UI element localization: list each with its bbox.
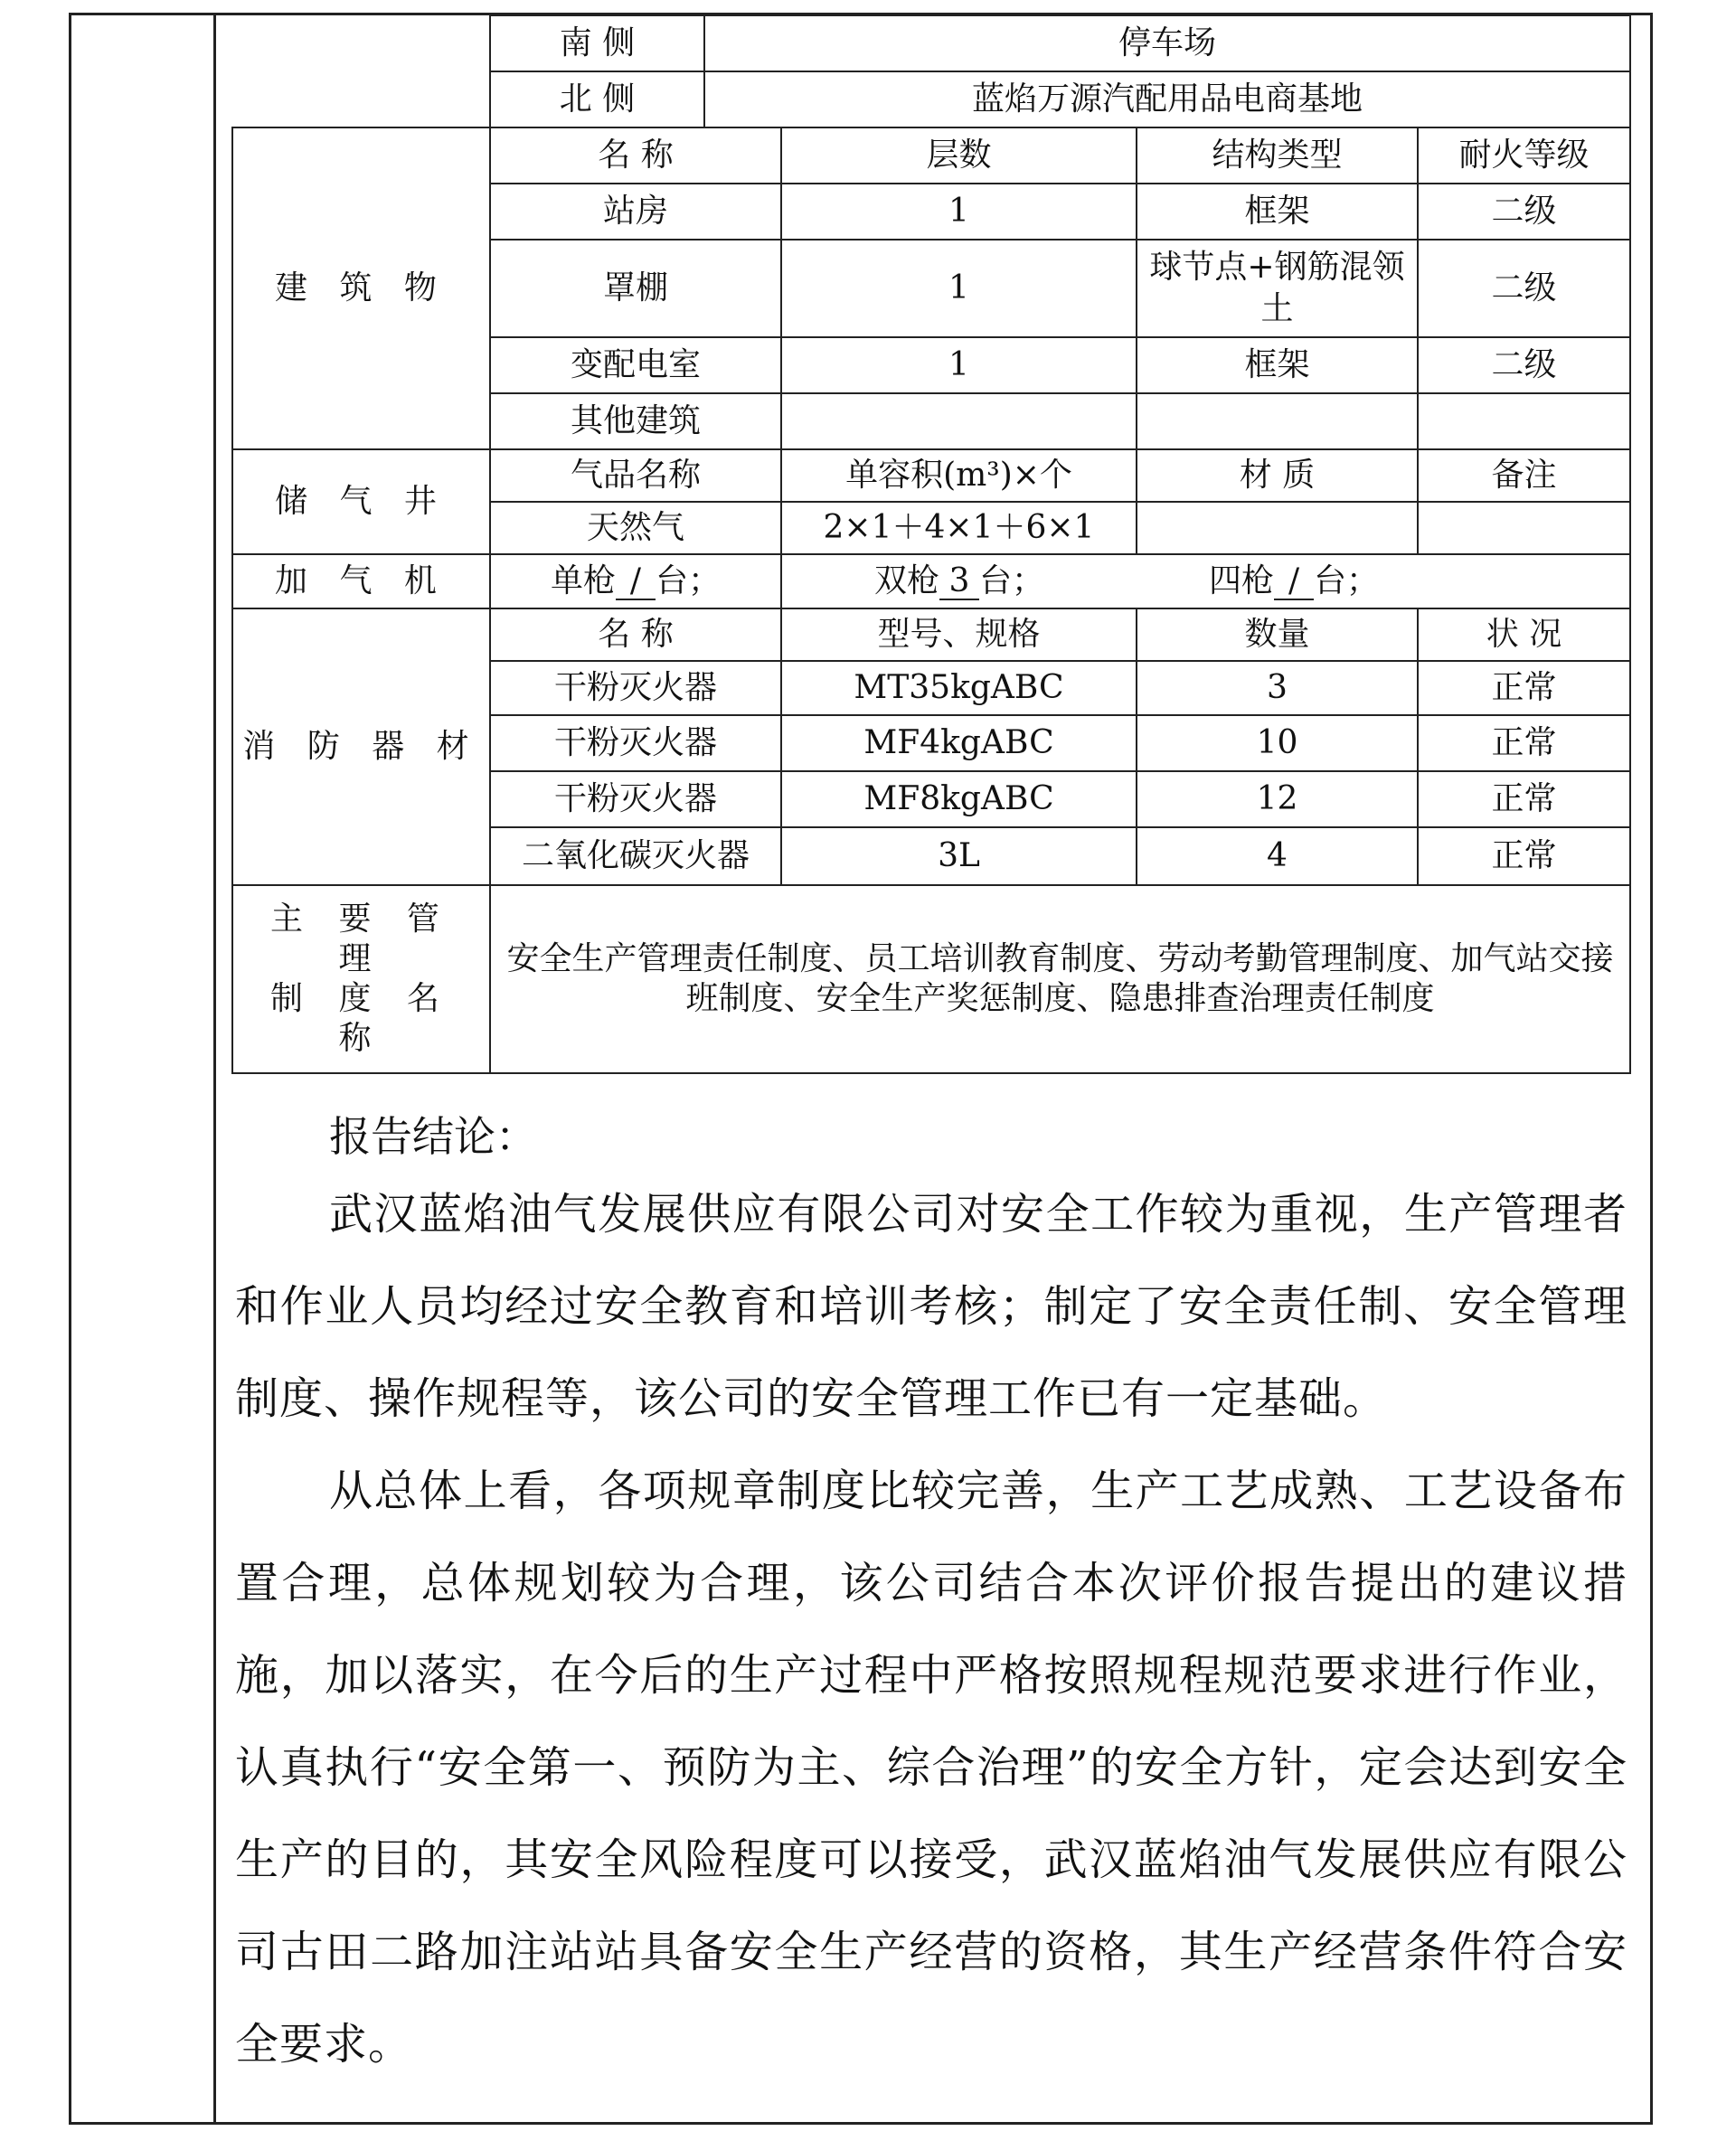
building-floors: 1 bbox=[781, 240, 1137, 337]
col-header: 材 质 bbox=[1137, 449, 1418, 502]
dispenser-single-label: 单枪 bbox=[550, 562, 616, 599]
fire-item-model: MF8kgABC bbox=[781, 771, 1137, 827]
management-row bbox=[232, 885, 1630, 1073]
col-header: 备注 bbox=[1418, 449, 1630, 502]
col-header: 型号、规格 bbox=[781, 608, 1137, 661]
col-header: 层数 bbox=[781, 127, 1137, 184]
building-name: 罩棚 bbox=[490, 240, 781, 337]
dispenser-single-count: / bbox=[616, 564, 656, 600]
management-section-label bbox=[232, 885, 490, 1073]
building-fire-rating: 二级 bbox=[1418, 337, 1630, 393]
fire-item-name: 干粉灭火器 bbox=[490, 715, 781, 771]
building-name: 其他建筑 bbox=[490, 393, 781, 449]
fire-item-model: MT35kgABC bbox=[781, 661, 1137, 715]
dispenser-section-label: 加 气 机 bbox=[232, 554, 490, 608]
side-label: 北 侧 bbox=[490, 71, 704, 127]
conclusion-paragraph-1: 武汉蓝焰油气发展供应有限公司对安全工作较为重视，生产管理者和作业人员均经过安全教育和培训考核；制定了安全责任制、安全管理制度、操作规程等，该公司的安全管理工作已有一定基础。 bbox=[235, 1189, 1628, 1424]
dispenser-double-label: 双枪 bbox=[873, 562, 939, 599]
dispenser-double-unit: 台； bbox=[979, 562, 1045, 599]
dispenser-quad-count: / bbox=[1274, 564, 1314, 600]
col-header: 名 称 bbox=[490, 127, 781, 184]
col-header: 气品名称 bbox=[490, 449, 781, 502]
fire-item-name: 干粉灭火器 bbox=[490, 771, 781, 827]
management-label-line2: 制 度 名 称 bbox=[270, 980, 452, 1057]
report-conclusion bbox=[235, 1105, 1628, 2090]
blank-cell bbox=[232, 15, 490, 127]
building-floors bbox=[781, 393, 1137, 449]
dispenser-quad-unit: 台； bbox=[1314, 562, 1380, 599]
building-fire-rating: 二级 bbox=[1418, 240, 1630, 337]
building-name: 站房 bbox=[490, 184, 781, 240]
dispenser-single bbox=[490, 554, 781, 608]
fire-item-model: 3L bbox=[781, 827, 1137, 885]
dispenser-quad-label: 四枪 bbox=[1209, 562, 1275, 599]
fire-item-qty: 12 bbox=[1137, 771, 1418, 827]
fire-item-qty: 4 bbox=[1137, 827, 1418, 885]
fire-item-name: 二氧化碳灭火器 bbox=[490, 827, 781, 885]
conclusion-title: 报告结论： bbox=[329, 1112, 537, 1161]
margin-line bbox=[213, 13, 216, 2125]
building-fire-rating: 二级 bbox=[1418, 184, 1630, 240]
col-header: 状 况 bbox=[1418, 608, 1630, 661]
fire-item-model: MF4kgABC bbox=[781, 715, 1137, 771]
station-info-table bbox=[231, 14, 1631, 1074]
building-floors: 1 bbox=[781, 184, 1137, 240]
management-label-line1: 主 要 管 理 bbox=[270, 901, 452, 977]
side-value: 停车场 bbox=[704, 15, 1630, 71]
building-structure: 球节点+钢筋混领土 bbox=[1137, 240, 1418, 337]
gas-remark bbox=[1418, 502, 1630, 554]
fire-header-row bbox=[232, 608, 1630, 661]
buildings-header-row bbox=[232, 127, 1630, 184]
building-fire-rating bbox=[1418, 393, 1630, 449]
side-label: 南 侧 bbox=[490, 15, 704, 71]
dispenser-double bbox=[781, 554, 1137, 608]
buildings-section-label: 建 筑 物 bbox=[232, 127, 490, 449]
conclusion-paragraph-2: 从总体上看，各项规章制度比较完善，生产工艺成熟、工艺设备布置合理，总体规划较为合理，该公司结合本次评价报告提出的建议措施，加以落实，在今后的生产过程中严格按照规程规范要求进行作业，认真执行“安全第一、预防为主、综合治理”的安全方针，定会达到安全生产的目的，其安全风险程度可以接受，武汉蓝焰油气发展供应有限公司古田二路加注站站具备安全生产经营的资格，其生产经营条件符合安全要求。 bbox=[235, 1466, 1628, 2070]
building-floors: 1 bbox=[781, 337, 1137, 393]
fire-item-status: 正常 bbox=[1418, 827, 1630, 885]
gas-name: 天然气 bbox=[490, 502, 781, 554]
gas-volume: 2×1＋4×1＋6×1 bbox=[781, 502, 1137, 554]
col-header: 数量 bbox=[1137, 608, 1418, 661]
dispenser-quad bbox=[1137, 554, 1630, 608]
fire-section-label: 消 防 器 材 bbox=[232, 608, 490, 885]
fire-item-status: 正常 bbox=[1418, 715, 1630, 771]
col-header: 耐火等级 bbox=[1418, 127, 1630, 184]
fire-item-qty: 3 bbox=[1137, 661, 1418, 715]
fire-item-status: 正常 bbox=[1418, 771, 1630, 827]
dispenser-row bbox=[232, 554, 1630, 608]
building-structure: 框架 bbox=[1137, 337, 1418, 393]
building-structure: 框架 bbox=[1137, 184, 1418, 240]
col-header: 结构类型 bbox=[1137, 127, 1418, 184]
gas-well-section-label: 储 气 井 bbox=[232, 449, 490, 554]
col-header: 单容积(m³)×个 bbox=[781, 449, 1137, 502]
surround-row-south bbox=[232, 15, 1630, 71]
dispenser-single-unit: 台； bbox=[656, 562, 722, 599]
gas-material bbox=[1137, 502, 1418, 554]
building-name: 变配电室 bbox=[490, 337, 781, 393]
gas-well-header-row bbox=[232, 449, 1630, 502]
building-structure bbox=[1137, 393, 1418, 449]
side-value: 蓝焰万源汽配用品电商基地 bbox=[704, 71, 1630, 127]
management-content: 安全生产管理责任制度、员工培训教育制度、劳动考勤管理制度、加气站交接班制度、安全生产奖惩制度、隐患排查治理责任制度 bbox=[490, 885, 1630, 1073]
fire-item-qty: 10 bbox=[1137, 715, 1418, 771]
fire-item-status: 正常 bbox=[1418, 661, 1630, 715]
col-header: 名 称 bbox=[490, 608, 781, 661]
fire-item-name: 干粉灭火器 bbox=[490, 661, 781, 715]
dispenser-double-count: 3 bbox=[939, 564, 979, 600]
